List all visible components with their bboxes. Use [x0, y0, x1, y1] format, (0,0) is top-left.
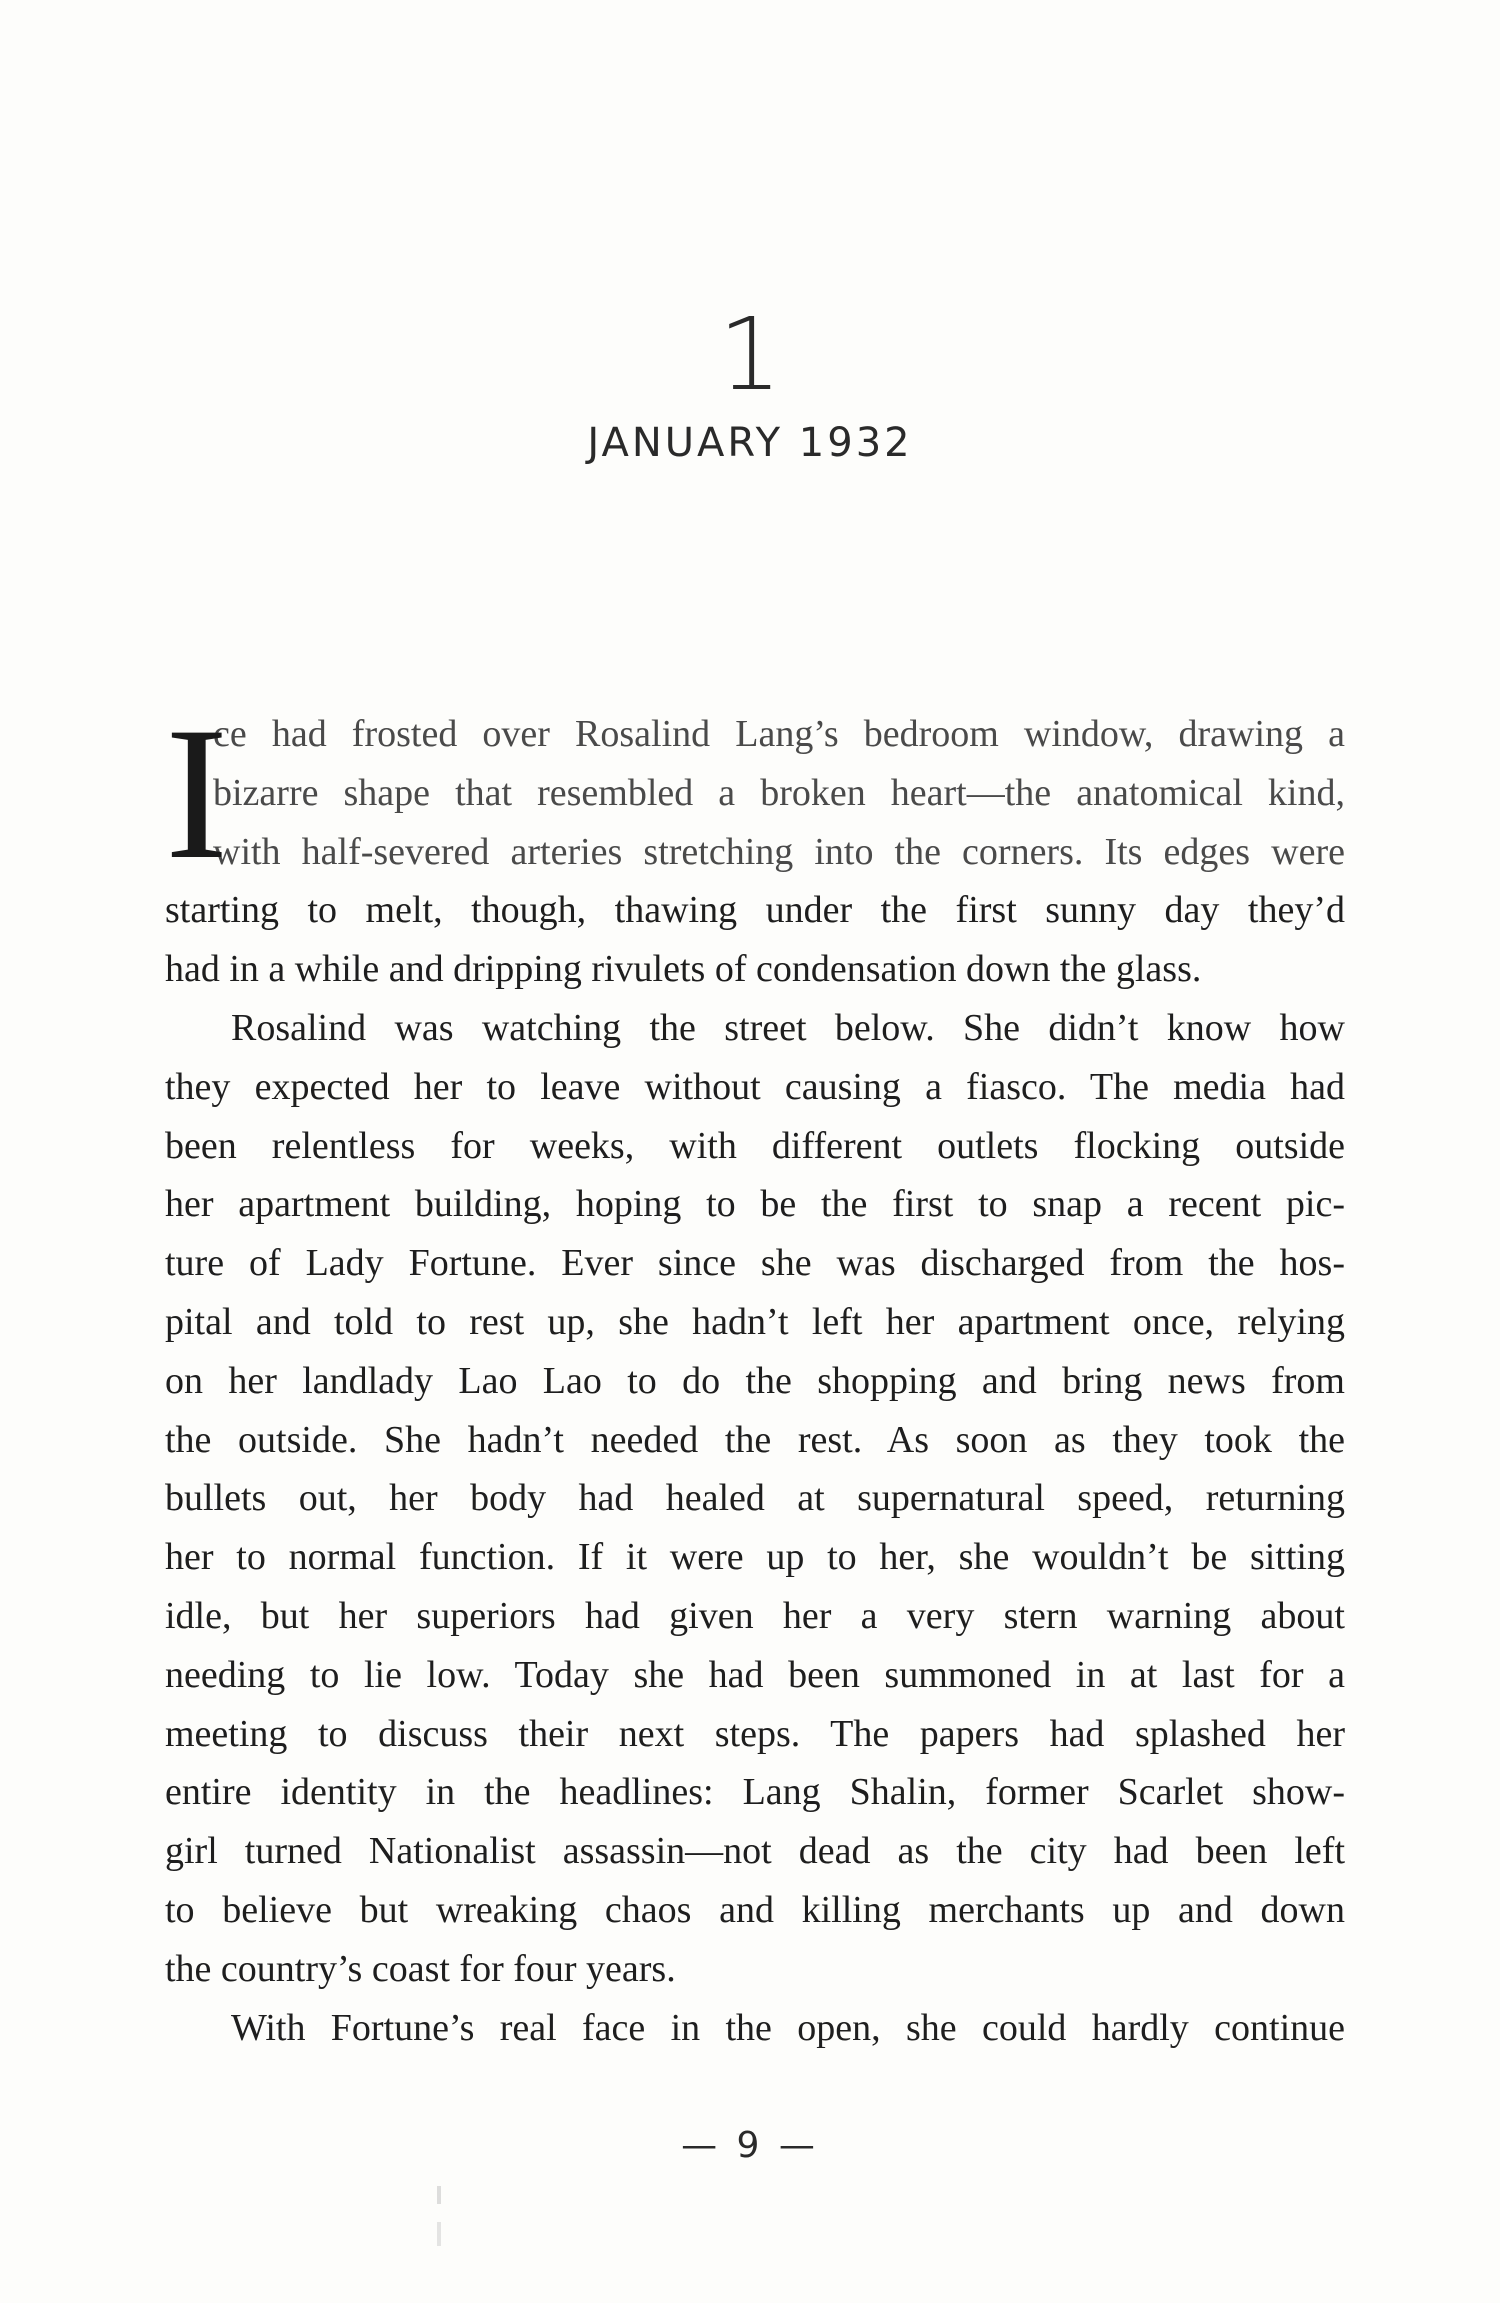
text-line: ture of Lady Fortune. Ever since she was discharged from the hos-: [165, 1242, 1345, 1285]
text-line: to believe but wreaking chaos and killing merchants up and down: [165, 1888, 1345, 1931]
text-line: ce had frosted over Rosalind Lang’s bedroom window, drawing a: [213, 713, 1345, 755]
text-line: meeting to discuss their next steps. The papers had splashed her: [165, 1712, 1345, 1755]
text-line: idle, but her superiors had given her a very stern warning about: [165, 1594, 1345, 1637]
scan-speck: [437, 2186, 441, 2246]
text-line: With Fortune’s real face in the open, she could hardly continue: [231, 2006, 1345, 2049]
chapter-title: JANUARY 1932: [587, 420, 913, 466]
drop-cap: I: [165, 689, 229, 899]
opening-paragraph: [165, 689, 1345, 999]
text-line: they expected her to leave without causing a fiasco. The media had: [165, 1065, 1345, 1108]
text-line: entire identity in the headlines: Lang Shalin, former Scarlet show-: [165, 1771, 1345, 1814]
text-line: girl turned Nationalist assassin—not dead as the city had been left: [165, 1830, 1345, 1873]
text-line: her apartment building, hoping to be the first to snap a recent pic-: [165, 1183, 1345, 1226]
paragraph: [165, 999, 1345, 1999]
text-line: bizarre shape that resembled a broken heart—the anatomical kind,: [213, 771, 1345, 814]
text-line: her to normal function. If it were up to her, she wouldn’t be sitting: [165, 1536, 1345, 1579]
paragraph: [165, 1999, 1345, 2058]
text-line: pital and told to rest up, she hadn’t left her apartment once, relying: [165, 1300, 1345, 1343]
chapter-number: 1: [718, 296, 782, 413]
text-line: on her landlady Lao Lao to do the shopping and bring news from: [165, 1359, 1345, 1402]
text-line: Rosalind was watching the street below. She didn’t know how: [231, 1006, 1345, 1049]
text-line: starting to melt, though, thawing under the first sunny day they’d: [165, 889, 1345, 932]
text-line: the outside. She hadn’t needed the rest. As soon as they took the: [165, 1418, 1345, 1461]
text-line: had in a while and dripping rivulets of condensation down the glass.: [165, 948, 1202, 991]
page-number: — 9 —: [681, 2125, 819, 2166]
chapter-body: [165, 689, 1345, 2057]
text-line: needing to lie low. Today she had been summoned in at last for a: [165, 1653, 1345, 1696]
text-line: been relentless for weeks, with different outlets flocking outside: [165, 1124, 1345, 1167]
text-line: bullets out, her body had healed at supernatural speed, returning: [165, 1477, 1345, 1520]
text-line: with half-severed arteries stretching into the corners. Its edges were: [213, 830, 1345, 873]
text-line: the country’s coast for four years.: [165, 1947, 676, 1990]
